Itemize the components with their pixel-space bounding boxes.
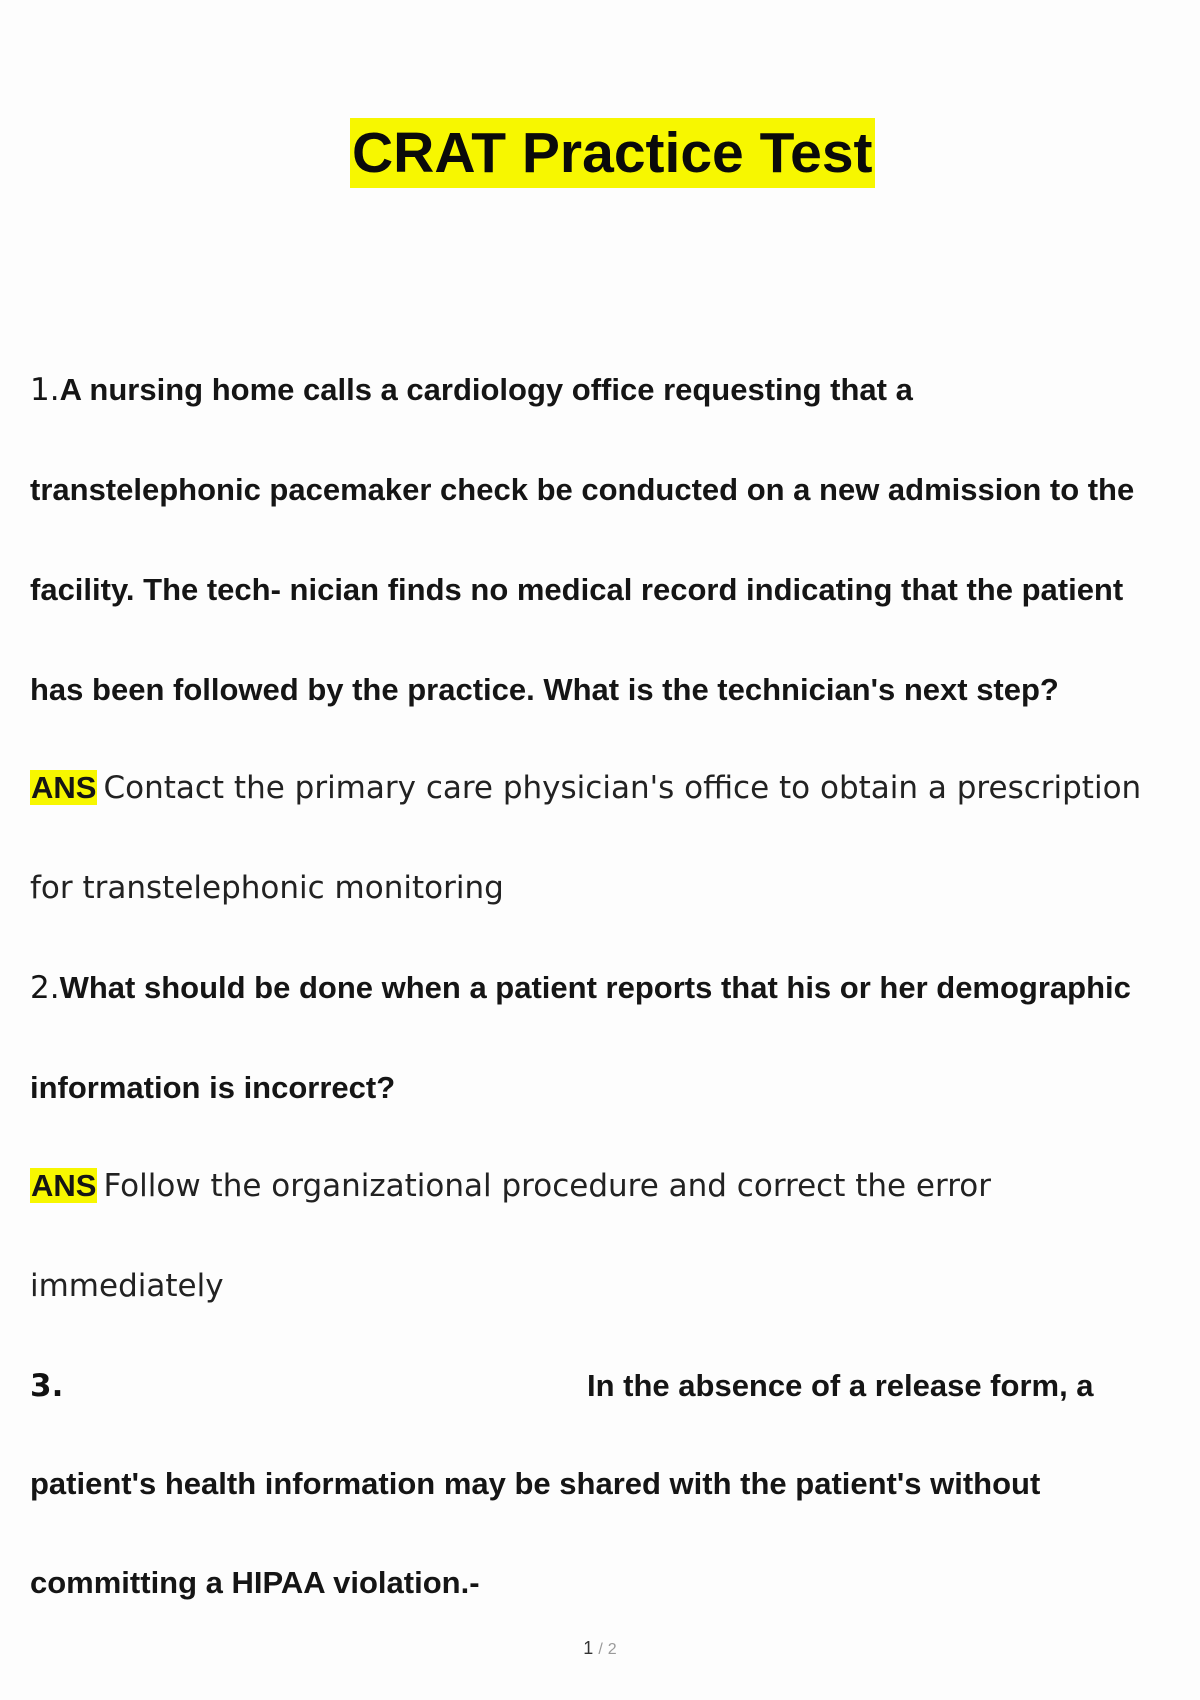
answer-1-text-1: Contact the primary care physician's office to obtain a prescription: [103, 770, 1142, 806]
page-total: 2: [607, 1641, 617, 1658]
question-3-number: 3.: [30, 1368, 64, 1404]
question-2-text-1: What should be done when a patient reports that his or her demographic: [59, 970, 1131, 1005]
question-2-line-1: [30, 968, 1131, 1008]
page-current: 1: [583, 1638, 594, 1658]
page-indicator: [0, 1638, 1200, 1659]
question-1-number: 1.: [30, 372, 60, 408]
question-2-number: 2.: [30, 970, 60, 1006]
answer-1-line-1: [30, 768, 1141, 808]
answer-2-line-1: [30, 1166, 991, 1206]
answer-tag: ANS: [31, 770, 97, 805]
question-3-line-3: committing a HIPAA violation.-: [30, 1565, 480, 1600]
question-1-line-1: [30, 370, 913, 410]
question-1-line-2: transtelephonic pacemaker check be conducted on a new admission to the: [30, 472, 1135, 507]
question-3-line-2: patient's health information may be shared with the patient's without: [30, 1466, 1041, 1501]
question-3-line-1: In the absence of a release form, a: [587, 1368, 1094, 1403]
question-1-line-4: has been followed by the practice. What is the technician's next step?: [30, 672, 1059, 707]
answer-1-line-2: for transtelephonic monitoring: [30, 870, 504, 906]
question-2-line-2: information is incorrect?: [30, 1070, 396, 1105]
answer-2-line-2: immediately: [30, 1268, 224, 1304]
question-1-line-3: facility. The tech- nician finds no medical record indicating that the patient: [30, 572, 1124, 607]
page-separator: /: [598, 1641, 603, 1658]
answer-tag: ANS: [31, 1168, 97, 1203]
question-1-text-1: A nursing home calls a cardiology office requesting that a: [59, 372, 913, 407]
page-title: CRAT Practice Test: [350, 118, 875, 188]
answer-2-text-1: Follow the organizational procedure and correct the error: [103, 1168, 991, 1204]
